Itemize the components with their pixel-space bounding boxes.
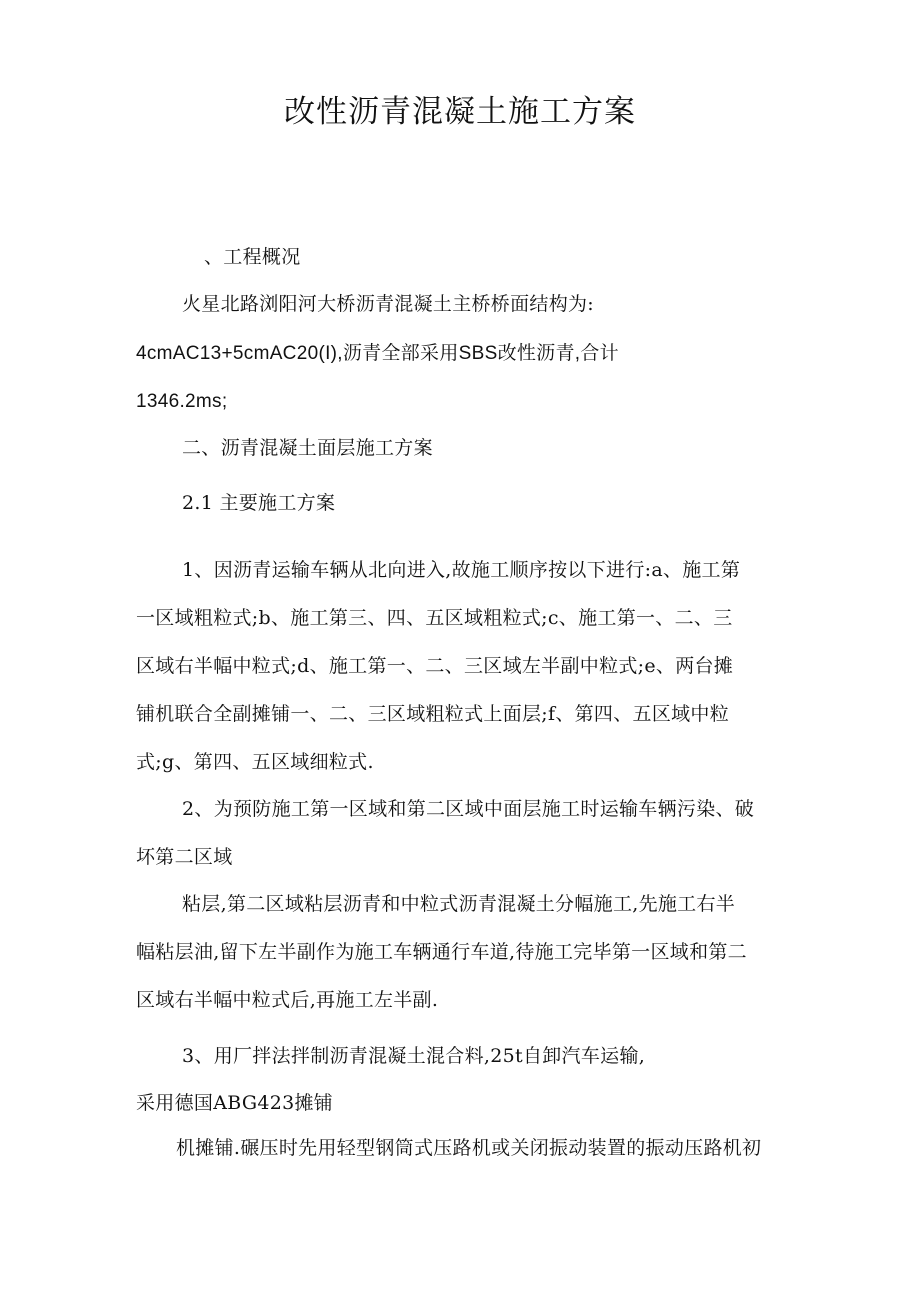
section-heading-overview: 、工程概况 — [204, 246, 301, 268]
paragraph-line: 区域右半幅中粒式;d、施工第一、二、三区域左半副中粒式;e、两台摊 — [136, 655, 734, 677]
paragraph-line: 区域右半幅中粒式后,再施工左半副. — [136, 989, 439, 1011]
paragraph-line: 式;g、第四、五区域细粒式. — [136, 751, 374, 773]
page-title: 改性沥青混凝土施工方案 — [284, 94, 636, 130]
paragraph-line: 2、为预防施工第一区域和第二区域中面层施工时运输车辆污染、破 — [182, 798, 755, 820]
paragraph-line: 幅粘层油,留下左半副作为施工车辆通行车道,待施工完毕第一区域和第二 — [136, 941, 747, 963]
paragraph-line: 一区域粗粒式;b、施工第三、四、五区域粗粒式;c、施工第一、二、三 — [136, 607, 733, 629]
paragraph-line: 铺机联合全副摊铺一、二、三区域粗粒式上面层;f、第四、五区域中粒 — [136, 703, 730, 725]
paragraph-line: 1、因沥青运输车辆从北向进入,故施工顺序按以下进行:a、施工第 — [182, 559, 741, 581]
paragraph-line: 粘层,第二区域粘层沥青和中粒式沥青混凝土分幅施工,先施工右半 — [182, 893, 736, 915]
paragraph-line: 1346.2ms; — [136, 391, 228, 412]
paragraph-line: 火星北路浏阳河大桥沥青混凝土主桥桥面结构为: — [182, 293, 595, 315]
section-heading-paving-plan: 二、沥青混凝土面层施工方案 — [182, 437, 433, 459]
paragraph-line: 3、用厂拌法拌制沥青混凝土混合料,25t自卸汽车运输, — [182, 1045, 646, 1067]
paragraph-line: 坏第二区域 — [136, 846, 233, 868]
subsection-heading: 2.1 主要施工方案 — [182, 492, 336, 514]
paragraph-line: 4cmAC13+5cmAC20(I),沥青全部采用SBS改性沥青,合计 — [136, 343, 619, 364]
paragraph-line: 机摊铺.碾压时先用轻型钢筒式压路机或关闭振动装置的振动压路机初 — [176, 1137, 762, 1159]
paragraph-line: 采用德国ABG423摊铺 — [136, 1092, 334, 1114]
